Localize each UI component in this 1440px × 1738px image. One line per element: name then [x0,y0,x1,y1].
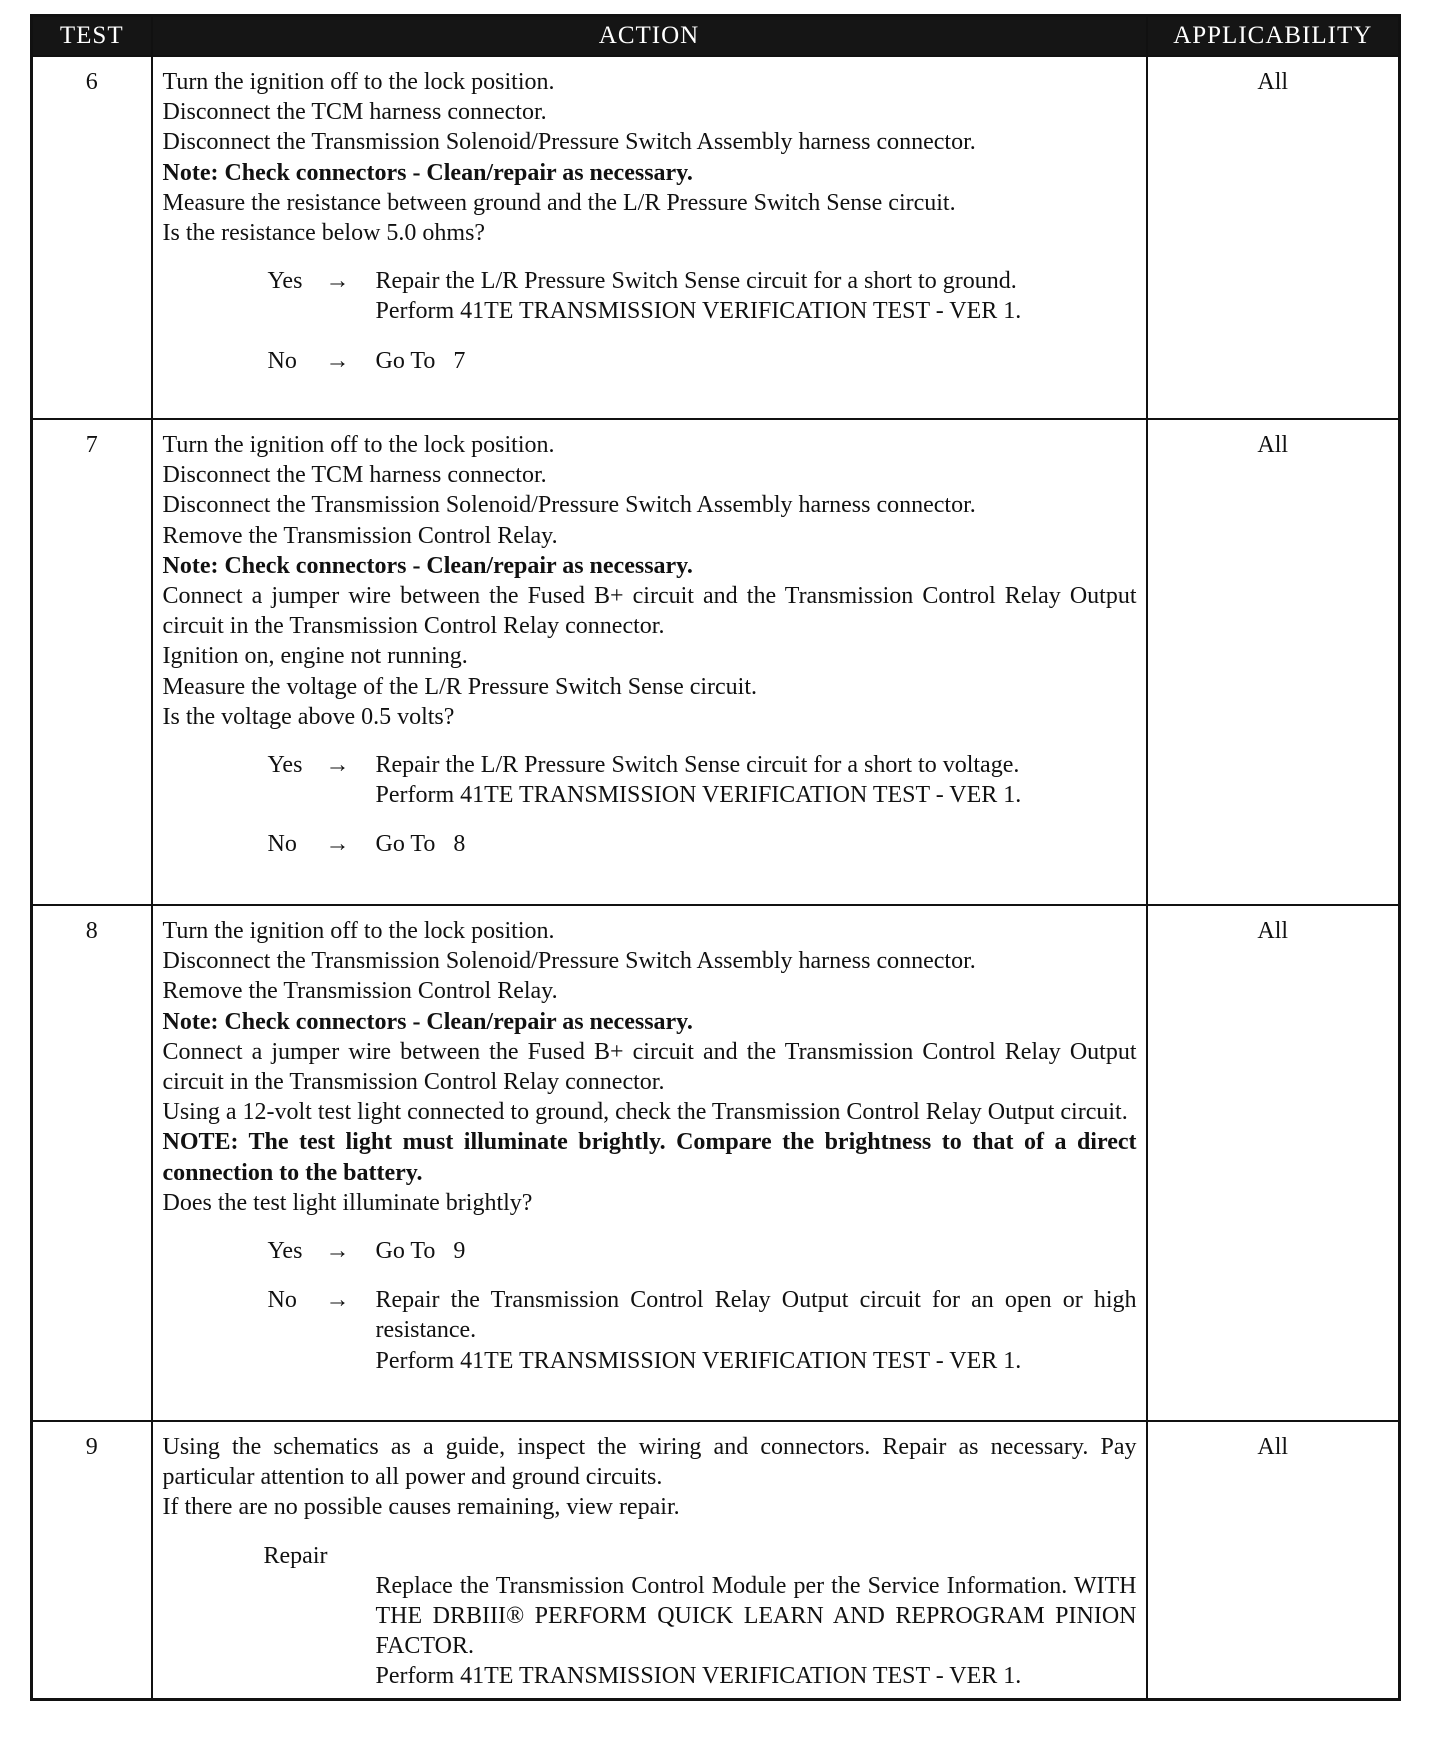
action-line: Using the schematics as a guide, inspect the wiring and connectors. Repair as necessary. Pay particular attention to all power and ground circuits. [162,1434,1137,1491]
applicability-value: All [1147,1421,1400,1699]
verification-test-text: Perform 41TE TRANSMISSION VERIFICATION TEST - VER 1. [375,1663,1022,1690]
arrow-icon: → [325,831,350,858]
question-line: Is the resistance below 5.0 ohms? [162,220,486,247]
yes-label: Yes [267,268,303,295]
note-text: Note: Check connectors - Clean/repair as necessary. [162,159,693,186]
applicability-value: All [1147,56,1400,419]
diagnostic-test-table [30,14,1401,1701]
warning-note-text: NOTE: The test light must illuminate brightly. Compare the brightness to that of a direct connection to the battery. [162,1129,1137,1186]
action-line: Turn the ignition off to the lock position. [162,918,555,944]
applicability-value: All [1147,905,1400,1421]
arrow-icon: → [325,268,350,295]
no-label: No [267,347,297,374]
action-cell [152,905,1147,1421]
action-line: If there are no possible causes remaining, view repair. [162,1494,680,1521]
outcomes [163,750,1137,860]
header-action: ACTION [152,16,1147,57]
action-line: Disconnect the Transmission Solenoid/Pressure Switch Assembly harness connector. [162,129,976,156]
action-line: Using a 12-volt test light connected to ground, check the Transmission Control Relay Output circuit. [162,1099,1128,1126]
action-cell [152,1421,1147,1699]
header-applicability: APPLICABILITY [1147,16,1400,57]
arrow-icon: → [325,752,350,779]
repair-label: Repair [263,1542,328,1569]
action-cell [152,419,1147,905]
outcomes [163,266,1137,376]
table-row [32,419,1400,905]
arrow-icon: → [325,1238,350,1265]
action-line: Connect a jumper wire between the Fused B+ circuit and the Transmission Control Relay Output circuit in the Transmission Control Relay connector. [162,583,1137,640]
question-line: Is the voltage above 0.5 volts? [162,703,455,730]
action-line: Ignition on, engine not running. [162,643,468,670]
yes-label: Yes [267,752,303,779]
table-row [32,905,1400,1421]
test-number: 7 [32,419,152,905]
yes-text: Go To 9 [375,1238,466,1265]
no-text: Go To 7 [375,347,466,374]
repair-instructions [376,1571,1137,1692]
header-test: TEST [32,16,152,57]
action-line: Disconnect the TCM harness connector. [162,462,547,489]
no-outcome [163,346,1137,376]
outcomes [163,1236,1137,1376]
action-line: Turn the ignition off to the lock position. [162,69,555,95]
no-outcome [163,1285,1137,1376]
action-line: Disconnect the Transmission Solenoid/Pressure Switch Assembly harness connector. [162,492,976,519]
no-result [376,1285,1137,1376]
yes-text: Repair the L/R Pressure Switch Sense circuit for a short to ground. [375,268,1017,295]
repair-text: Replace the Transmission Control Module per the Service Information. WITH THE DRBIII® PERFORM QUICK LEARN AND REPROGRAM PINION FACTOR. [375,1572,1137,1660]
verification-test-text: Perform 41TE TRANSMISSION VERIFICATION TEST - VER 1. [375,782,1022,809]
action-cell [152,56,1147,419]
no-text: Repair the Transmission Control Relay Output circuit for an open or high resistance. [375,1287,1137,1344]
action-line: Remove the Transmission Control Relay. [162,522,558,549]
table-row [32,56,1400,419]
verification-test-text: Perform 41TE TRANSMISSION VERIFICATION TEST - VER 1. [375,1347,1022,1374]
table-header-row [32,16,1400,57]
action-line: Connect a jumper wire between the Fused B+ circuit and the Transmission Control Relay Output circuit in the Transmission Control Relay connector. [162,1038,1137,1096]
applicability-value: All [1147,419,1400,905]
no-label: No [267,1287,297,1314]
yes-result [376,750,1137,810]
arrow-icon: → [325,1287,350,1314]
action-line: Remove the Transmission Control Relay. [162,978,558,1005]
yes-result [376,266,1137,326]
action-line: Measure the resistance between ground and the L/R Pressure Switch Sense circuit. [162,189,956,216]
question-line: Does the test light illuminate brightly? [162,1189,533,1216]
test-number: 6 [32,56,152,419]
test-number: 9 [32,1421,152,1699]
action-line: Disconnect the TCM harness connector. [162,99,547,126]
verification-test-text: Perform 41TE TRANSMISSION VERIFICATION TEST - VER 1. [375,298,1022,325]
action-line: Disconnect the Transmission Solenoid/Pressure Switch Assembly harness connector. [162,948,976,975]
yes-text: Repair the L/R Pressure Switch Sense circuit for a short to voltage. [375,752,1020,779]
no-label: No [267,831,297,858]
action-line: Measure the voltage of the L/R Pressure Switch Sense circuit. [162,673,758,700]
arrow-icon: → [325,347,350,374]
test-number: 8 [32,905,152,1421]
yes-outcome [163,1236,1137,1266]
action-line: Turn the ignition off to the lock position. [162,432,555,458]
yes-label: Yes [267,1238,303,1265]
yes-outcome [163,266,1137,326]
no-text: Go To 8 [375,831,466,858]
table-row [32,1421,1400,1699]
note-text: Note: Check connectors - Clean/repair as necessary. [162,552,693,579]
yes-outcome [163,750,1137,810]
no-outcome [163,829,1137,859]
note-text: Note: Check connectors - Clean/repair as necessary. [162,1008,693,1035]
